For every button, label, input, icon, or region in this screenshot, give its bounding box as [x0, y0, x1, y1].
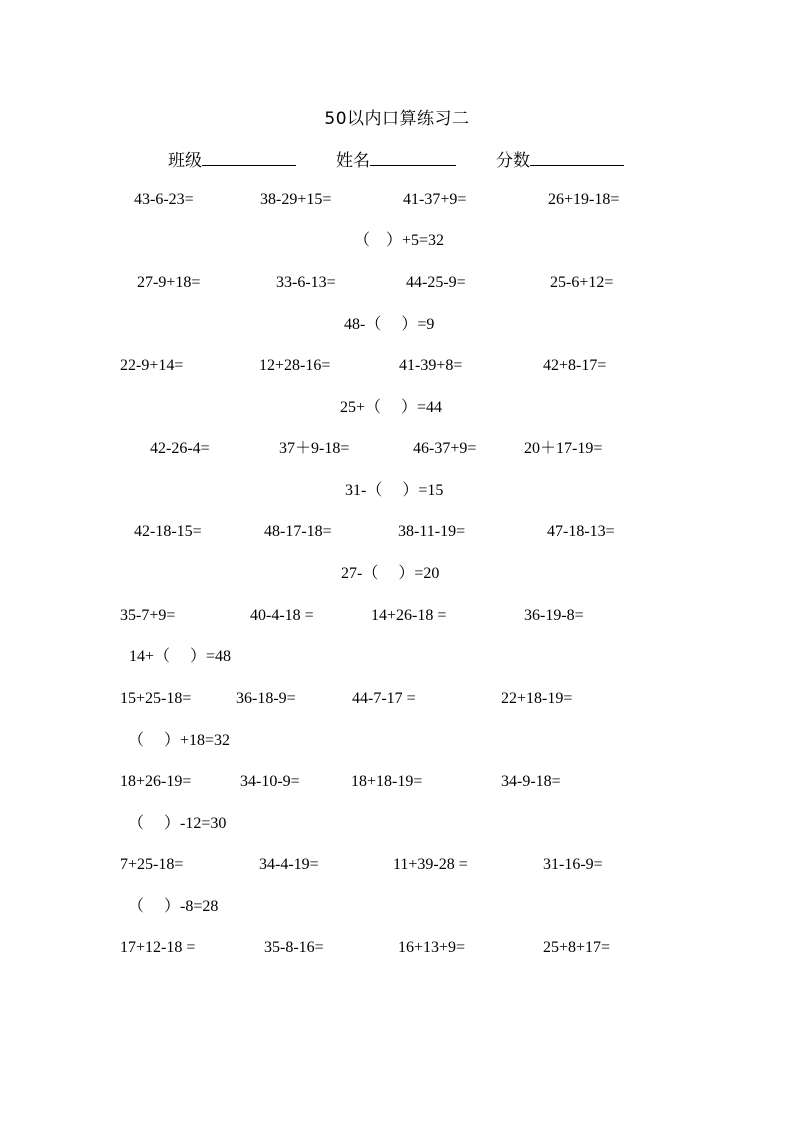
fill-blank-problem: 48-（ ）=9 — [344, 316, 435, 333]
score-blank — [530, 147, 624, 166]
problem: 44-25-9= — [406, 274, 466, 291]
problem: 35-7+9= — [120, 607, 176, 624]
problem: 17+12-18 = — [120, 939, 196, 956]
problem: 38-29+15= — [260, 191, 332, 208]
problem: 11+39-28 = — [393, 856, 468, 873]
problem: 38-11-19= — [398, 523, 466, 540]
problem: 36-18-9= — [236, 690, 296, 707]
fill-blank-problem: （ ）+5=32 — [354, 232, 445, 249]
problem: 43-6-23= — [134, 191, 194, 208]
problem: 47-18-13= — [547, 523, 615, 540]
name-field — [336, 146, 456, 171]
fill-blank-problem: 25+（ ）=44 — [340, 399, 443, 416]
problem: 40-4-18 = — [250, 607, 314, 624]
problem: 42+8-17= — [543, 357, 607, 374]
problem: 41-39+8= — [399, 357, 463, 374]
problem: 46-37+9= — [413, 440, 477, 457]
problem: 33-6-13= — [276, 274, 336, 291]
problem: 20＋17-19= — [524, 440, 603, 457]
problem: 22+18-19= — [501, 690, 573, 707]
problem: 36-19-8= — [524, 607, 584, 624]
name-blank — [370, 147, 456, 166]
class-label: 班级 — [168, 151, 202, 171]
problem: 16+13+9= — [398, 939, 466, 956]
fill-blank-problem: 14+（ ）=48 — [129, 648, 232, 665]
problem: 26+19-18= — [548, 191, 620, 208]
problem: 37＋9-18= — [279, 440, 350, 457]
problem: 25-6+12= — [550, 274, 614, 291]
problem: 41-37+9= — [403, 191, 467, 208]
problem: 31-16-9= — [543, 856, 603, 873]
problem: 18+18-19= — [351, 773, 423, 790]
fill-blank-problem: （ ）-8=28 — [128, 898, 219, 915]
problem: 42-18-15= — [134, 523, 202, 540]
problem: 7+25-18= — [120, 856, 184, 873]
problem: 22-9+14= — [120, 357, 184, 374]
problem: 34-9-18= — [501, 773, 561, 790]
problem: 42-26-4= — [150, 440, 210, 457]
problem: 14+26-18 = — [371, 607, 447, 624]
name-label: 姓名 — [336, 151, 370, 171]
fill-blank-problem: （ ）-12=30 — [128, 815, 227, 832]
problem: 34-10-9= — [240, 773, 300, 790]
problem: 27-9+18= — [137, 274, 201, 291]
fill-blank-problem: 31-（ ）=15 — [345, 482, 444, 499]
problem: 12+28-16= — [259, 357, 331, 374]
class-field — [168, 146, 296, 171]
fill-blank-problem: 27-（ ）=20 — [341, 565, 440, 582]
problem: 48-17-18= — [264, 523, 332, 540]
problem: 15+25-18= — [120, 690, 192, 707]
fill-blank-problem: （ ）+18=32 — [128, 732, 231, 749]
problem: 18+26-19= — [120, 773, 192, 790]
class-blank — [202, 147, 296, 166]
score-label: 分数 — [496, 151, 530, 171]
problem: 35-8-16= — [264, 939, 324, 956]
score-field — [496, 146, 624, 171]
problem: 44-7-17 = — [352, 690, 416, 707]
problem: 25+8+17= — [543, 939, 611, 956]
page-title: 50以内口算练习二 — [324, 109, 470, 129]
problem: 34-4-19= — [259, 856, 319, 873]
